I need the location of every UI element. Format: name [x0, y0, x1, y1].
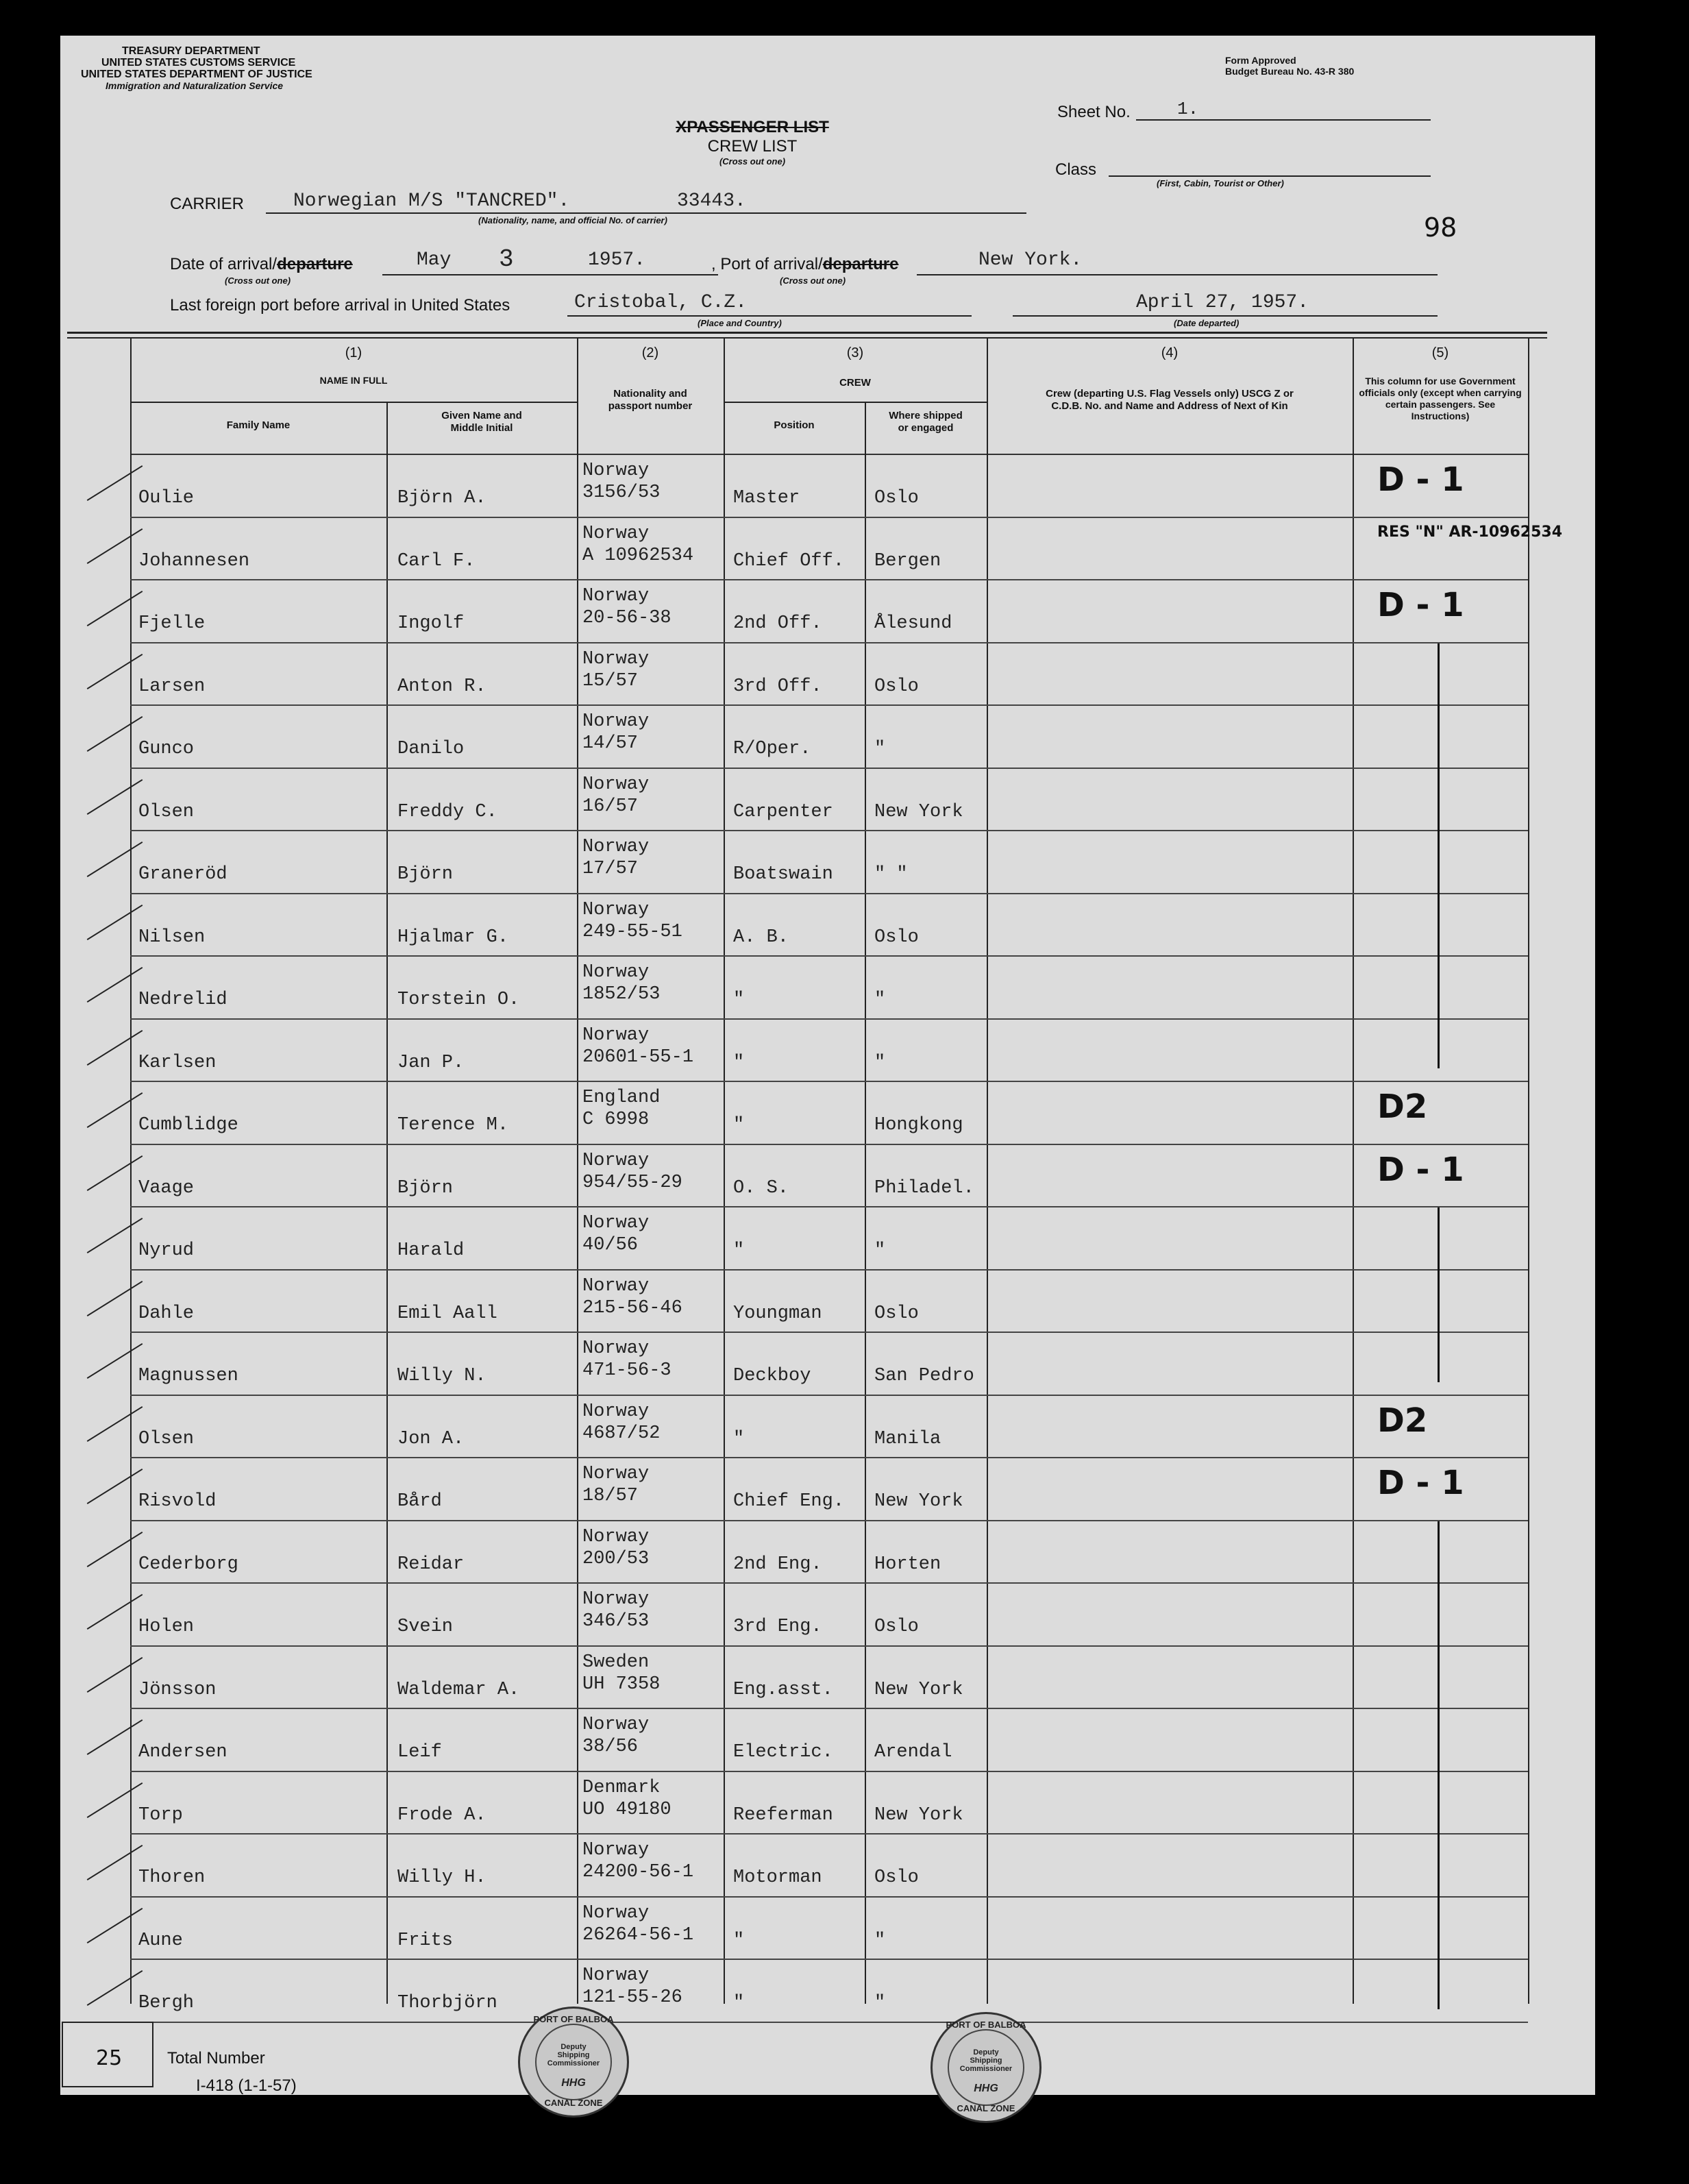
family-name: Gunco — [138, 739, 195, 759]
sheet-value: 1. — [1177, 99, 1199, 119]
given-name: Hjalmar G. — [397, 927, 509, 948]
passport-number: 200/53 — [582, 1548, 650, 1569]
family-name: Torp — [138, 1804, 183, 1826]
stamp-1-mid: Deputy Shipping Commissioner — [547, 2043, 600, 2068]
total-value: 25 — [96, 2046, 123, 2070]
col-2-title: Nationality and passport number — [608, 388, 693, 412]
nationality: Norway — [582, 1150, 650, 1171]
shipped-at: New York — [874, 1491, 963, 1512]
official-mark: RES "N" AR-10962534 — [1377, 523, 1563, 541]
form-approval — [1225, 55, 1354, 77]
family-name: Cumblidge — [138, 1115, 238, 1136]
family-name: Vaage — [138, 1177, 195, 1199]
passport-number: UO 49180 — [582, 1799, 671, 1820]
passport-number: 121-55-26 — [582, 1987, 682, 2008]
official-mark: D - 1 — [1377, 1464, 1464, 1502]
given-name: Reidar — [397, 1554, 465, 1575]
passport-number: 14/57 — [582, 733, 639, 754]
agency-line-4: Immigration and Naturalization Service — [106, 80, 284, 91]
stamp-2-top: PORT OF BALBOA — [946, 2020, 1026, 2030]
nationality: Norway — [582, 586, 650, 606]
table-row — [130, 1521, 1528, 1584]
position: A. B. — [733, 927, 789, 948]
passport-number: 24200-56-1 — [582, 1862, 694, 1882]
position: R/Oper. — [733, 739, 811, 759]
position: Boatswain — [733, 864, 833, 885]
nationality: Norway — [582, 523, 650, 544]
title-struck: PASSENGER LIST — [687, 118, 829, 136]
family-name: Oulie — [138, 488, 195, 508]
passport-number: 1852/53 — [582, 984, 661, 1005]
table-row — [130, 580, 1528, 643]
title-crew-list: CREW LIST — [707, 137, 798, 156]
table-row — [130, 1145, 1528, 1208]
class-hint: (First, Cabin, Tourist or Other) — [1157, 178, 1284, 188]
table-row — [130, 1898, 1528, 1961]
table-row — [130, 1271, 1528, 1334]
passport-number: 4687/52 — [582, 1423, 661, 1444]
passport-number: 215-56-46 — [582, 1297, 682, 1318]
position: 3rd Off. — [733, 676, 822, 697]
shipped-at: New York — [874, 801, 963, 822]
family-name: Nilsen — [138, 927, 206, 948]
agency-line-2: UNITED STATES CUSTOMS SERVICE — [101, 57, 296, 69]
official-mark: D - 1 — [1377, 586, 1464, 624]
position: " — [733, 1930, 745, 1951]
nationality: Norway — [582, 711, 650, 732]
title-hint: (Cross out one) — [719, 156, 786, 167]
given-name: Jan P. — [397, 1052, 465, 1073]
table-row — [130, 1396, 1528, 1459]
col-2-number: (2) — [641, 345, 659, 360]
passport-number: 18/57 — [582, 1486, 639, 1506]
family-name: Olsen — [138, 801, 195, 822]
nationality: England — [582, 1088, 661, 1108]
shipped-at: Oslo — [874, 488, 919, 508]
last-port-value: Cristobal, C.Z. — [574, 292, 748, 313]
shipped-at: Hongkong — [874, 1115, 963, 1136]
shipped-at: " — [874, 1052, 886, 1073]
date-label-a: Date of arrival/ — [170, 255, 278, 273]
table-row — [130, 1020, 1528, 1083]
position: 3rd Eng. — [733, 1617, 822, 1637]
position: " — [733, 1052, 745, 1073]
stamp-1-initials: HHG — [561, 2077, 586, 2089]
family-name: Bergh — [138, 1993, 195, 2013]
given-name: Willy N. — [397, 1366, 486, 1386]
ditto-bracket — [1438, 643, 1440, 1069]
position: 2nd Eng. — [733, 1554, 822, 1575]
shipped-at: Oslo — [874, 1303, 919, 1324]
date-label — [170, 255, 353, 274]
position: 2nd Off. — [733, 613, 822, 634]
table-row — [130, 1960, 1528, 2023]
nationality: Norway — [582, 899, 650, 920]
given-name: Freddy C. — [397, 801, 497, 822]
position: Chief Eng. — [733, 1491, 845, 1512]
nationality: Norway — [582, 1715, 650, 1735]
shipped-at: " — [874, 739, 886, 759]
given-name: Leif — [397, 1742, 442, 1763]
last-port-hint: (Place and Country) — [698, 318, 782, 328]
given-name: Björn — [397, 1177, 454, 1199]
col-4-number: (4) — [1161, 345, 1179, 360]
official-mark: D - 1 — [1377, 461, 1464, 499]
given-name: Carl F. — [397, 550, 476, 572]
col-position-header: Position — [774, 419, 815, 431]
family-name: Aune — [138, 1930, 183, 1951]
shipped-at: Bergen — [874, 550, 941, 572]
position: Electric. — [733, 1742, 833, 1763]
approval-line-2: Budget Bureau No. 43-R 380 — [1225, 66, 1355, 77]
given-name: Emil Aall — [397, 1303, 497, 1324]
given-name: Waldemar A. — [397, 1679, 520, 1700]
passport-number: 16/57 — [582, 796, 639, 817]
nationality: Norway — [582, 1589, 650, 1610]
carrier-hint: (Nationality, name, and official No. of carrier) — [478, 215, 667, 225]
family-name: Dahle — [138, 1303, 195, 1324]
position: Chief Off. — [733, 550, 845, 572]
passport-number: 346/53 — [582, 1611, 650, 1632]
nationality: Norway — [582, 1401, 650, 1422]
family-name: Andersen — [138, 1742, 227, 1763]
total-label: Total Number — [167, 2049, 265, 2068]
passport-number: 17/57 — [582, 859, 639, 879]
position: Carpenter — [733, 801, 833, 822]
shipped-at: Manila — [874, 1428, 941, 1449]
shipped-at: " — [874, 990, 886, 1010]
family-name: Karlsen — [138, 1052, 217, 1073]
carrier-value: Norwegian M/S "TANCRED". — [293, 191, 570, 212]
position: Deckboy — [733, 1366, 811, 1386]
stamp-1-top: PORT OF BALBOA — [533, 2014, 614, 2024]
table-row — [130, 1458, 1528, 1521]
passport-number: 954/55-29 — [582, 1172, 682, 1193]
nationality: Norway — [582, 1840, 650, 1861]
family-name: Nedrelid — [138, 990, 227, 1010]
port-label — [711, 255, 898, 274]
official-mark: D - 1 — [1377, 1150, 1464, 1189]
given-name: Terence M. — [397, 1115, 509, 1136]
col-shipped-header: Where shipped or engaged — [889, 410, 963, 434]
family-name: Jönsson — [138, 1679, 217, 1700]
table-row — [130, 1584, 1528, 1647]
passport-number: 15/57 — [582, 670, 639, 691]
date-day: 3 — [499, 245, 514, 273]
port-stamp-1 — [518, 2007, 629, 2118]
position: " — [733, 1993, 745, 2013]
position: " — [733, 1240, 745, 1261]
passport-number: C 6998 — [582, 1109, 650, 1130]
shipped-at: " — [874, 1930, 886, 1951]
family-name: Nyrud — [138, 1240, 195, 1261]
passport-number: 471-56-3 — [582, 1360, 671, 1381]
crew-rows — [130, 455, 1563, 2013]
nationality: Norway — [582, 1464, 650, 1484]
class-label: Class — [1055, 160, 1097, 179]
family-name: Thoren — [138, 1867, 206, 1888]
table-row — [130, 1772, 1528, 1835]
given-name: Harald — [397, 1240, 465, 1261]
position: Master — [733, 488, 800, 508]
nationality: Sweden — [582, 1652, 650, 1673]
given-name: Danilo — [397, 739, 465, 759]
shipped-at: " — [874, 1240, 886, 1261]
position: Reeferman — [733, 1804, 833, 1826]
table-row — [130, 894, 1528, 957]
agency-header — [81, 45, 312, 92]
shipped-at: Horten — [874, 1554, 941, 1575]
given-name: Svein — [397, 1617, 454, 1637]
col-1-number: (1) — [345, 345, 362, 360]
shipped-at: Arendal — [874, 1742, 952, 1763]
given-name: Jon A. — [397, 1428, 465, 1449]
shipped-at: " " — [874, 864, 908, 885]
position: Youngman — [733, 1303, 822, 1324]
form-number: I-418 (1-1-57) — [196, 2076, 297, 2095]
stamp-2-bottom: CANAL ZONE — [957, 2103, 1015, 2113]
shipped-at: " — [874, 1993, 886, 2013]
position: Eng.asst. — [733, 1679, 833, 1700]
port-label-b: departure — [822, 255, 899, 273]
stamp-1-bottom: CANAL ZONE — [544, 2098, 603, 2108]
total-box — [62, 2022, 153, 2087]
nationality: Norway — [582, 1902, 650, 1924]
given-name: Anton R. — [397, 676, 486, 697]
position: " — [733, 990, 745, 1010]
passport-number: 40/56 — [582, 1235, 639, 1255]
given-name: Björn — [397, 864, 454, 885]
shipped-at: Oslo — [874, 927, 919, 948]
family-name: Fjelle — [138, 613, 206, 634]
nationality: Norway — [582, 461, 650, 481]
table-row — [130, 1709, 1528, 1772]
last-port-label: Last foreign port before arrival in United States — [170, 296, 510, 315]
col-4-title: Crew (departing U.S. Flag Vessels only) USCG Z or C.D.B. No. and Name and Address of Next of Kin — [1046, 388, 1294, 412]
table-row — [130, 1835, 1528, 1898]
nationality: Norway — [582, 962, 650, 983]
col-3-number: (3) — [846, 345, 864, 360]
table-row — [130, 643, 1528, 707]
official-mark: D2 — [1377, 1401, 1428, 1440]
nationality: Norway — [582, 774, 650, 795]
date-month: May — [417, 249, 452, 271]
form-title — [636, 118, 869, 167]
page-mark: 98 — [1424, 212, 1457, 243]
shipped-at: Oslo — [874, 676, 919, 697]
position: O. S. — [733, 1177, 789, 1199]
official-mark: D2 — [1377, 1088, 1428, 1126]
position: Motorman — [733, 1867, 822, 1888]
table-header — [130, 339, 1528, 455]
family-name: Risvold — [138, 1491, 217, 1512]
port-stamp-2 — [930, 2012, 1041, 2123]
family-name: Larsen — [138, 676, 206, 697]
departed-value: April 27, 1957. — [1136, 292, 1309, 313]
title-prefix: X — [676, 118, 687, 136]
nationality: Norway — [582, 837, 650, 857]
ditto-bracket — [1438, 1521, 1440, 2009]
table-row — [130, 769, 1528, 832]
given-name: Björn A. — [397, 488, 486, 508]
col-3-title: CREW — [839, 377, 871, 389]
family-name: Holen — [138, 1617, 195, 1637]
carrier-label: CARRIER — [170, 195, 245, 213]
table-row — [130, 518, 1563, 581]
given-name: Bård — [397, 1491, 442, 1512]
shipped-at: New York — [874, 1804, 963, 1826]
table-row — [130, 831, 1528, 894]
shipped-at: Philadel. — [874, 1177, 974, 1199]
col-5-number: (5) — [1431, 345, 1449, 360]
shipped-at: Oslo — [874, 1867, 919, 1888]
col-1-title: NAME IN FULL — [319, 375, 388, 386]
family-name: Olsen — [138, 1428, 195, 1449]
nationality: Denmark — [582, 1777, 661, 1798]
given-name: Torstein O. — [397, 990, 520, 1010]
date-hint: (Cross out one) — [225, 275, 291, 286]
passport-number: UH 7358 — [582, 1673, 661, 1695]
port-label-a: , Port of arrival/ — [711, 255, 823, 273]
table-row — [130, 1082, 1528, 1145]
given-name: Ingolf — [397, 613, 465, 634]
stamp-2-mid: Deputy Shipping Commissioner — [959, 2048, 1013, 2073]
nationality: Norway — [582, 1965, 650, 1986]
shipped-at: Ålesund — [874, 613, 952, 634]
nationality: Norway — [582, 1024, 650, 1046]
nationality: Norway — [582, 1526, 650, 1547]
passport-number: 38/56 — [582, 1737, 639, 1757]
nationality: Norway — [582, 1275, 650, 1297]
sheet-label: Sheet No. — [1057, 103, 1131, 121]
date-label-b: departure — [277, 255, 353, 273]
stamp-2-initials: HHG — [974, 2083, 998, 2094]
nationality: Norway — [582, 1338, 650, 1359]
shipped-at: New York — [874, 1679, 963, 1700]
ditto-bracket — [1438, 1207, 1440, 1382]
passport-number: A 10962534 — [582, 545, 694, 566]
agency-line-1: TREASURY DEPARTMENT — [122, 45, 260, 57]
nationality: Norway — [582, 648, 650, 670]
given-name: Frode A. — [397, 1804, 486, 1826]
position: " — [733, 1115, 745, 1136]
passport-number: 20601-55-1 — [582, 1046, 694, 1068]
col-5-title: This column for use Government officials only (except when carrying certain passengers. See Instructions) — [1359, 376, 1522, 421]
approval-line-1: Form Approved — [1225, 55, 1296, 66]
table-row — [130, 1647, 1528, 1710]
carrier-number: 33443. — [677, 191, 746, 212]
port-hint: (Cross out one) — [780, 275, 846, 286]
passport-number: 26264-56-1 — [582, 1924, 694, 1946]
agency-line-3: UNITED STATES DEPARTMENT OF JUSTICE — [81, 69, 312, 80]
departed-hint: (Date departed) — [1174, 318, 1240, 328]
shipped-at: Oslo — [874, 1617, 919, 1637]
table-row — [130, 1207, 1528, 1271]
table-row — [130, 706, 1528, 769]
table-row — [130, 455, 1528, 518]
position: " — [733, 1428, 745, 1449]
shipped-at: San Pedro — [874, 1366, 974, 1386]
col-family-header: Family Name — [226, 419, 291, 431]
family-name: Magnussen — [138, 1366, 238, 1386]
given-name: Willy H. — [397, 1867, 486, 1888]
family-name: Graneröd — [138, 864, 227, 885]
nationality: Norway — [582, 1213, 650, 1234]
col-given-header: Given Name and Middle Initial — [441, 410, 522, 434]
given-name: Thorbjörn — [397, 1993, 497, 2013]
date-year: 1957. — [588, 249, 646, 271]
passport-number: 249-55-51 — [582, 921, 682, 942]
port-value: New York. — [978, 249, 1083, 271]
passport-number: 3156/53 — [582, 482, 661, 503]
table-row — [130, 1333, 1528, 1396]
passport-number: 20-56-38 — [582, 608, 671, 628]
given-name: Frits — [397, 1930, 454, 1951]
table-row — [130, 957, 1528, 1020]
family-name: Cederborg — [138, 1554, 238, 1575]
family-name: Johannesen — [138, 550, 250, 572]
